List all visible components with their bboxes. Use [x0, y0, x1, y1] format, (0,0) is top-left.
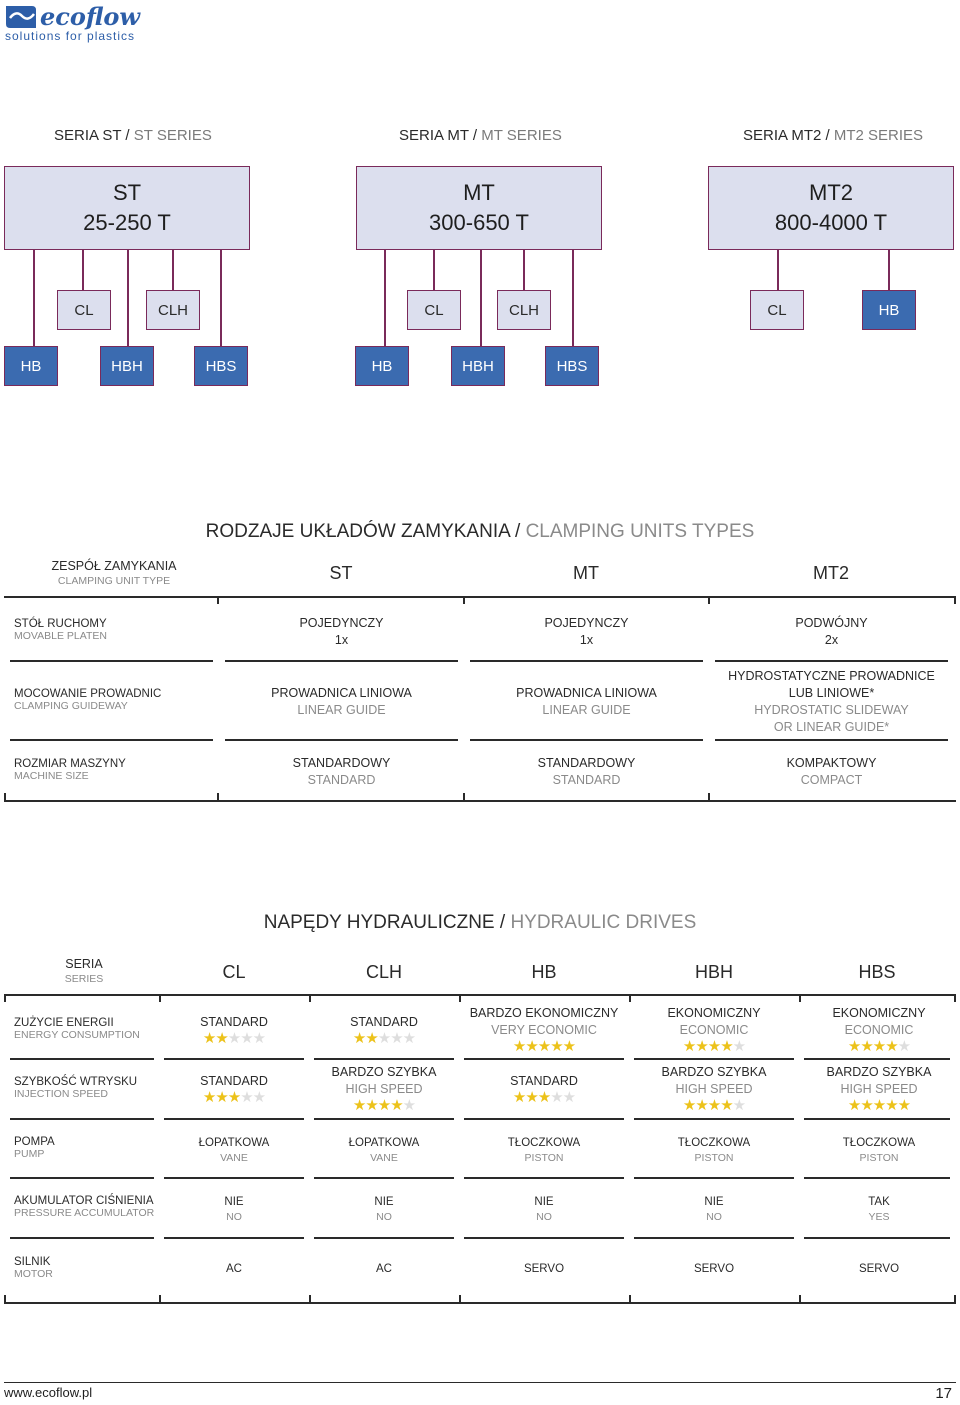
rating-stars — [164, 1090, 304, 1106]
drive-box: HB — [4, 346, 58, 386]
drives-cell: EKONOMICZNY ECONOMIC ★★★★★ — [804, 1005, 954, 1055]
clamping-col-st: ST — [329, 563, 353, 583]
table-tick — [629, 1295, 631, 1303]
drives-cell: TŁOCZKOWA PISTON — [842, 1137, 916, 1164]
rating-stars — [634, 1039, 794, 1055]
drives-col: CL — [222, 962, 246, 982]
drives-cell: NIE NO — [534, 1196, 554, 1223]
table-tick — [4, 994, 6, 1002]
table-rule — [464, 1177, 624, 1179]
star-filled-icon: ★ — [512, 1089, 526, 1106]
drives-cell: AC — [376, 1263, 392, 1275]
star-filled-icon: ★ — [365, 1030, 378, 1047]
table-tick — [463, 596, 465, 604]
drives-row-label: POMPA PUMP — [14, 1136, 55, 1160]
star-filled-icon: ★ — [525, 1089, 538, 1106]
drives-section-title: NAPĘDY HYDRAULICZNE / HYDRAULIC DRIVES — [263, 912, 697, 933]
table-rule — [804, 1058, 950, 1060]
table-rule — [715, 739, 948, 741]
clamping-row-label: ROZMIAR MASZYNY MACHINE SIZE — [14, 758, 126, 782]
footer-rule — [4, 1382, 956, 1383]
clamping-cell: POJEDYNCZY 1x — [544, 616, 629, 647]
star-empty-icon: ★ — [562, 1089, 576, 1106]
table-rule — [314, 1118, 454, 1120]
clamping-cell: PROWADNICA LINIOWA LINEAR GUIDE — [516, 686, 657, 717]
table-rule — [634, 1177, 794, 1179]
table-tick — [459, 994, 461, 1002]
drive-box: HBS — [194, 346, 248, 386]
drives-cell: STANDARD ★★★★★ — [314, 1014, 454, 1047]
star-filled-icon: ★ — [847, 1038, 861, 1055]
clamp-box: CLH — [497, 290, 551, 330]
table-tick — [629, 994, 631, 1002]
table-rule — [634, 1058, 794, 1060]
star-filled-icon: ★ — [885, 1038, 898, 1055]
table-rule — [4, 596, 956, 598]
star-filled-icon: ★ — [885, 1097, 898, 1114]
drives-row-label: ZUŻYCIE ENERGII ENERGY CONSUMPTION — [14, 1017, 140, 1041]
drives-cell: NIE NO — [224, 1196, 244, 1223]
star-filled-icon: ★ — [352, 1030, 366, 1047]
table-tick — [309, 1295, 311, 1303]
star-filled-icon: ★ — [682, 1097, 696, 1114]
table-rule — [634, 1237, 794, 1239]
clamping-cell: STANDARDOWY STANDARD — [537, 756, 636, 787]
star-filled-icon: ★ — [695, 1038, 708, 1055]
table-rule — [164, 1118, 304, 1120]
clamping-cell: KOMPAKTOWY COMPACT — [786, 756, 877, 787]
table-rule — [164, 1237, 304, 1239]
table-tick — [4, 1295, 6, 1303]
star-empty-icon: ★ — [402, 1030, 416, 1047]
table-rule — [804, 1118, 950, 1120]
table-rule — [804, 1177, 950, 1179]
star-filled-icon: ★ — [860, 1038, 873, 1055]
clamping-cell: HYDROSTATYCZNE PROWADNICE LUB LINIOWE* HYDROSTATIC SLIDEWAY OR LINEAR GUIDE* — [728, 669, 935, 734]
clamp-box: CL — [57, 290, 111, 330]
star-filled-icon: ★ — [872, 1097, 886, 1114]
star-filled-icon: ★ — [365, 1097, 378, 1114]
drives-cell: BARDZO SZYBKA HIGH SPEED ★★★★★ — [314, 1064, 454, 1114]
drives-cell: AC — [226, 1263, 242, 1275]
clamping-cell: POJEDYNCZY 1x — [299, 616, 384, 647]
table-rule — [470, 739, 703, 741]
rating-stars — [464, 1039, 624, 1055]
table-tick — [954, 596, 956, 604]
table-tick — [463, 793, 465, 801]
star-filled-icon: ★ — [897, 1097, 911, 1114]
star-filled-icon: ★ — [537, 1089, 551, 1106]
star-filled-icon: ★ — [227, 1089, 241, 1106]
drive-box: HBH — [451, 346, 505, 386]
star-filled-icon: ★ — [202, 1030, 216, 1047]
star-filled-icon: ★ — [525, 1038, 538, 1055]
drive-box: HB — [355, 346, 409, 386]
connector-line — [572, 250, 574, 346]
table-rule — [10, 739, 213, 741]
drives-cell: SERVO — [858, 1263, 900, 1275]
rating-stars — [464, 1090, 624, 1106]
star-filled-icon: ★ — [847, 1097, 861, 1114]
star-filled-icon: ★ — [695, 1097, 708, 1114]
table-tick — [217, 793, 219, 801]
rating-stars — [804, 1098, 954, 1114]
connector-line — [33, 250, 35, 346]
drives-cell: TŁOCZKOWA PISTON — [507, 1137, 581, 1164]
table-rule — [464, 1118, 624, 1120]
clamping-row-label: STÓŁ RUCHOMY MOVABLE PLATEN — [14, 618, 107, 642]
star-empty-icon: ★ — [240, 1030, 253, 1047]
clamp-box: CL — [750, 290, 804, 330]
star-filled-icon: ★ — [707, 1038, 721, 1055]
drive-box: HBH — [100, 346, 154, 386]
drives-col: HBS — [858, 962, 896, 982]
table-tick — [309, 994, 311, 1002]
star-empty-icon: ★ — [227, 1030, 241, 1047]
rating-stars — [314, 1031, 454, 1047]
rating-stars — [314, 1098, 454, 1114]
connector-line — [433, 250, 435, 290]
clamp-box: CL — [407, 290, 461, 330]
drives-cell: STANDARD ★★★★★ — [464, 1073, 624, 1106]
series-title-mt2: SERIA MT2 / MT2 SERIES — [743, 127, 924, 144]
clamping-col-mt: MT — [573, 563, 599, 583]
star-filled-icon: ★ — [550, 1038, 563, 1055]
clamp-box: CLH — [146, 290, 200, 330]
table-rule — [164, 1058, 304, 1060]
table-rule — [314, 1058, 454, 1060]
star-filled-icon: ★ — [537, 1038, 551, 1055]
table-rule — [464, 1058, 624, 1060]
rating-stars — [804, 1039, 954, 1055]
table-rule — [10, 1177, 154, 1179]
brand-tagline: solutions for plastics — [5, 29, 136, 43]
drives-cell: NIE NO — [374, 1196, 394, 1223]
star-filled-icon: ★ — [215, 1030, 228, 1047]
star-filled-icon: ★ — [377, 1097, 391, 1114]
table-tick — [954, 994, 956, 1002]
star-filled-icon: ★ — [720, 1097, 733, 1114]
drives-cell: NIE NO — [704, 1196, 724, 1223]
table-rule — [225, 739, 458, 741]
connector-line — [172, 250, 174, 290]
table-rule — [10, 1058, 154, 1060]
series-box-mt2: MT2 800-4000 T — [708, 166, 954, 250]
drives-cell: BARDZO SZYBKA HIGH SPEED ★★★★★ — [804, 1064, 954, 1114]
star-filled-icon: ★ — [512, 1038, 526, 1055]
drives-row-label: SILNIK MOTOR — [14, 1256, 53, 1280]
clamping-row-label: MOCOWANIE PROWADNIC CLAMPING GUIDEWAY — [14, 688, 162, 712]
table-rule — [4, 994, 956, 996]
star-filled-icon: ★ — [562, 1038, 576, 1055]
drives-col: CLH — [365, 962, 402, 982]
star-filled-icon: ★ — [707, 1097, 721, 1114]
table-rule — [4, 1302, 956, 1304]
star-filled-icon: ★ — [682, 1038, 696, 1055]
drives-cell: TŁOCZKOWA PISTON — [677, 1137, 751, 1164]
star-empty-icon: ★ — [240, 1089, 253, 1106]
star-filled-icon: ★ — [860, 1097, 873, 1114]
page-number: 17 — [935, 1385, 952, 1402]
drives-cell: TAK YES — [868, 1196, 890, 1223]
star-filled-icon: ★ — [352, 1097, 366, 1114]
svg-text:ecoflow: ecoflow — [40, 2, 141, 31]
drive-box: HBS — [545, 346, 599, 386]
star-empty-icon: ★ — [402, 1097, 416, 1114]
rating-stars — [164, 1031, 304, 1047]
star-filled-icon: ★ — [202, 1089, 216, 1106]
connector-line — [127, 250, 129, 346]
footer-url[interactable]: www.ecoflow.pl — [4, 1385, 93, 1400]
rating-stars — [634, 1098, 794, 1114]
drives-cell: EKONOMICZNY ECONOMIC ★★★★★ — [634, 1005, 794, 1055]
connector-line — [384, 250, 386, 346]
connector-line — [480, 250, 482, 346]
star-empty-icon: ★ — [252, 1089, 266, 1106]
table-tick — [799, 994, 801, 1002]
drives-cell: BARDZO EKONOMICZNY VERY ECONOMIC ★★★★★ — [464, 1005, 624, 1055]
star-filled-icon: ★ — [872, 1038, 886, 1055]
star-filled-icon: ★ — [720, 1038, 733, 1055]
drives-cell: ŁOPATKOWA VANE — [198, 1137, 270, 1164]
table-rule — [470, 660, 703, 662]
table-tick — [159, 994, 161, 1002]
table-tick — [708, 793, 710, 801]
table-rule — [4, 800, 956, 802]
table-rule — [164, 1177, 304, 1179]
drives-cell: STANDARD ★★★★★ — [164, 1014, 304, 1047]
drives-cell: SERVO — [523, 1263, 565, 1275]
star-empty-icon: ★ — [252, 1030, 266, 1047]
table-rule — [10, 660, 213, 662]
star-filled-icon: ★ — [390, 1097, 403, 1114]
connector-line — [523, 250, 525, 290]
clamping-cell: STANDARDOWY STANDARD — [292, 756, 391, 787]
connector-line — [777, 250, 779, 290]
star-empty-icon: ★ — [897, 1038, 911, 1055]
series-title-mt: SERIA MT / MT SERIES — [399, 127, 562, 144]
drives-header-label: SERIA SERIES — [64, 957, 104, 985]
drives-col: HB — [531, 962, 557, 982]
table-tick — [459, 1295, 461, 1303]
table-tick — [954, 1295, 956, 1303]
drives-row-label: SZYBKOŚĆ WTRYSKU INJECTION SPEED — [14, 1076, 138, 1100]
drives-cell: SERVO — [693, 1263, 735, 1275]
clamping-cell: PODWÓJNY 2x — [795, 616, 868, 647]
clamping-section-title: RODZAJE UKŁADÓW ZAMYKANIA / CLAMPING UNITS TYPES — [205, 521, 755, 542]
table-rule — [10, 1237, 154, 1239]
series-box-st: ST 25-250 T — [4, 166, 250, 250]
table-tick — [708, 596, 710, 604]
table-rule — [225, 660, 458, 662]
table-rule — [314, 1237, 454, 1239]
table-rule — [804, 1237, 950, 1239]
star-empty-icon: ★ — [550, 1089, 563, 1106]
drives-cell: STANDARD ★★★★★ — [164, 1073, 304, 1106]
drives-cell: ŁOPATKOWA VANE — [348, 1137, 420, 1164]
clamping-col-mt2: MT2 — [813, 563, 849, 583]
clamping-cell: PROWADNICA LINIOWA LINEAR GUIDE — [271, 686, 412, 717]
table-tick — [159, 1295, 161, 1303]
table-tick — [217, 596, 219, 604]
drive-box: HB — [862, 290, 916, 330]
star-empty-icon: ★ — [732, 1038, 746, 1055]
series-box-mt: MT 300-650 T — [356, 166, 602, 250]
drives-col: HBH — [694, 962, 733, 982]
table-rule — [634, 1118, 794, 1120]
connector-line — [220, 250, 222, 346]
table-tick — [799, 1295, 801, 1303]
table-rule — [10, 1118, 154, 1120]
series-title-st: SERIA ST / ST SERIES — [54, 127, 212, 144]
table-rule — [464, 1237, 624, 1239]
table-rule — [715, 660, 948, 662]
star-empty-icon: ★ — [377, 1030, 391, 1047]
star-filled-icon: ★ — [215, 1089, 228, 1106]
connector-line — [888, 250, 890, 290]
star-empty-icon: ★ — [390, 1030, 403, 1047]
table-tick — [4, 793, 6, 801]
connector-line — [82, 250, 84, 290]
star-empty-icon: ★ — [732, 1097, 746, 1114]
drives-row-label: AKUMULATOR CIŚNIENIA PRESSURE ACCUMULATOR — [14, 1195, 155, 1219]
drives-cell: BARDZO SZYBKA HIGH SPEED ★★★★★ — [634, 1064, 794, 1114]
table-rule — [314, 1177, 454, 1179]
clamping-header-label: ZESPÓŁ ZAMYKANIA CLAMPING UNIT TYPE — [51, 559, 177, 587]
